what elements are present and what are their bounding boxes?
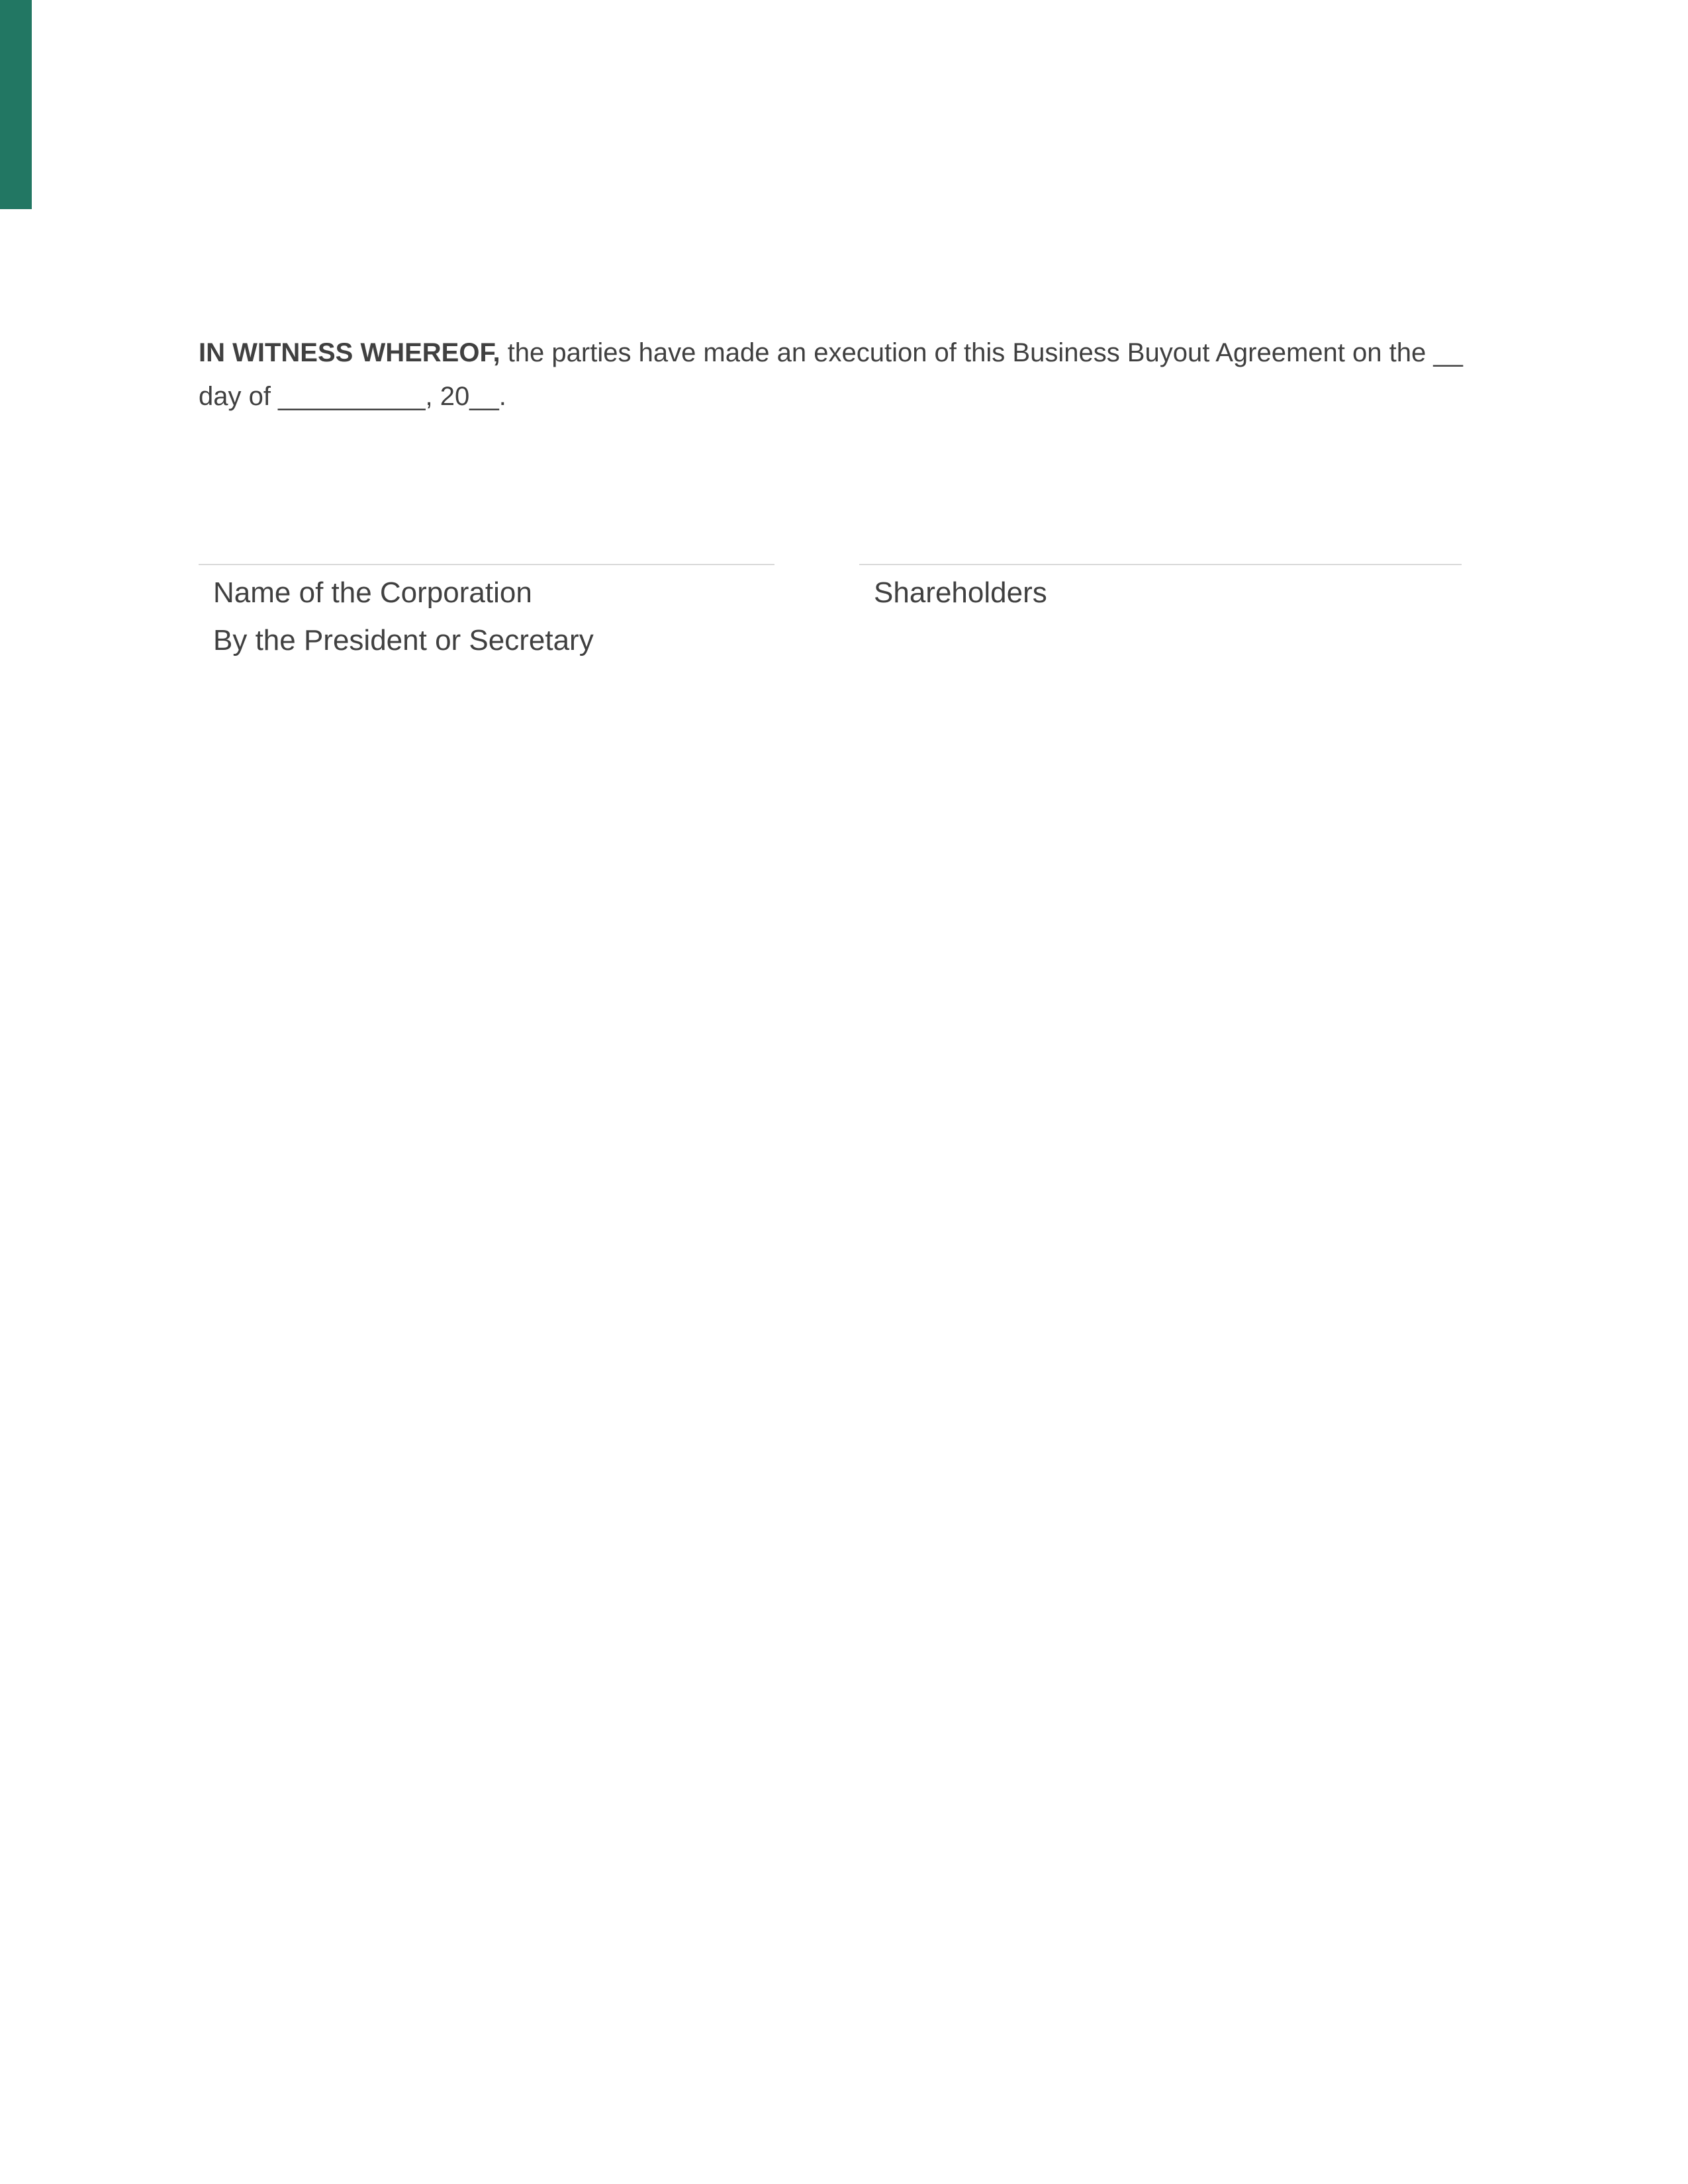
witness-date-line: day of __________, 20__.: [199, 382, 506, 411]
corporation-signer-label: By the President or Secretary: [213, 624, 594, 657]
witness-clause: [199, 331, 1509, 418]
witness-text: the parties have made an execution of this Business Buyout Agreement on the __: [500, 338, 1463, 367]
accent-bar: [0, 0, 32, 209]
corporation-name-label: Name of the Corporation: [213, 576, 532, 609]
shareholders-label: Shareholders: [874, 576, 1047, 609]
signature-block-corporation: [199, 564, 774, 664]
witness-lead: IN WITNESS WHEREOF,: [199, 338, 500, 367]
signature-block-shareholders: [859, 564, 1462, 617]
